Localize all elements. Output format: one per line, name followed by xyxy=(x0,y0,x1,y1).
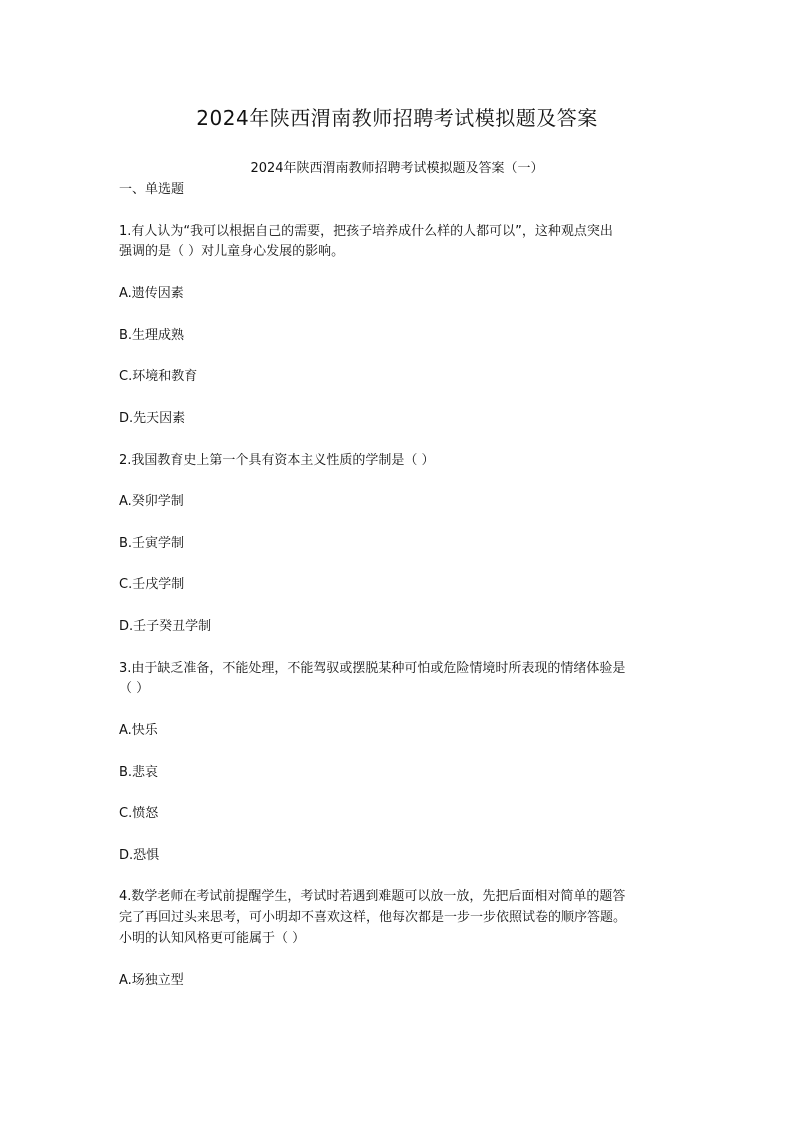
question-3-option-a: A.快乐 xyxy=(119,723,158,738)
section-heading: 一、单选题 xyxy=(119,182,185,197)
question-2-option-d: D.壬子癸丑学制 xyxy=(119,619,212,634)
question-4-option-a: A.场独立型 xyxy=(119,973,184,988)
document-title: 2024年陕西渭南教师招聘考试模拟题及答案 xyxy=(196,106,598,130)
question-1-option-d: D.先天因素 xyxy=(119,411,186,426)
question-2-option-b: B.壬寅学制 xyxy=(119,536,185,551)
question-4-line-1: 4.数学老师在考试前提醒学生，考试时若遇到难题可以放一放，先把后面相对简单的题答 xyxy=(119,889,626,904)
question-1-line-1: 1.有人认为“我可以根据自己的需要，把孩子培养成什么样的人都可以”，这种观点突出 xyxy=(119,224,613,239)
question-4-line-2: 完了再回过头来思考，可小明却不喜欢这样，他每次都是一步一步依照试卷的顺序答题。 xyxy=(119,910,627,925)
question-1-option-a: A.遗传因素 xyxy=(119,286,184,301)
question-3-option-d: D.恐惧 xyxy=(119,848,160,863)
question-4-line-3: 小明的认知风格更可能属于（ ） xyxy=(119,931,306,946)
question-2-option-c: C.壬戌学制 xyxy=(119,577,185,592)
question-2-option-a: A.癸卯学制 xyxy=(119,494,184,509)
question-2-line-1: 2.我国教育史上第一个具有资本主义性质的学制是（ ） xyxy=(119,453,435,468)
question-1-option-c: C.环境和教育 xyxy=(119,369,198,384)
question-3-option-b: B.悲哀 xyxy=(119,765,159,780)
question-3-line-1: 3.由于缺乏准备，不能处理，不能驾驭或摆脱某种可怕或危险情境时所表现的情绪体验是 xyxy=(119,661,626,676)
question-1-line-2: 强调的是（ ）对儿童身心发展的影响。 xyxy=(119,244,345,259)
question-1-option-b: B.生理成熟 xyxy=(119,328,185,343)
question-3-line-2: （ ） xyxy=(119,681,150,696)
question-3-option-c: C.愤怒 xyxy=(119,806,159,821)
document-subtitle: 2024年陕西渭南教师招聘考试模拟题及答案（一） xyxy=(250,161,544,176)
